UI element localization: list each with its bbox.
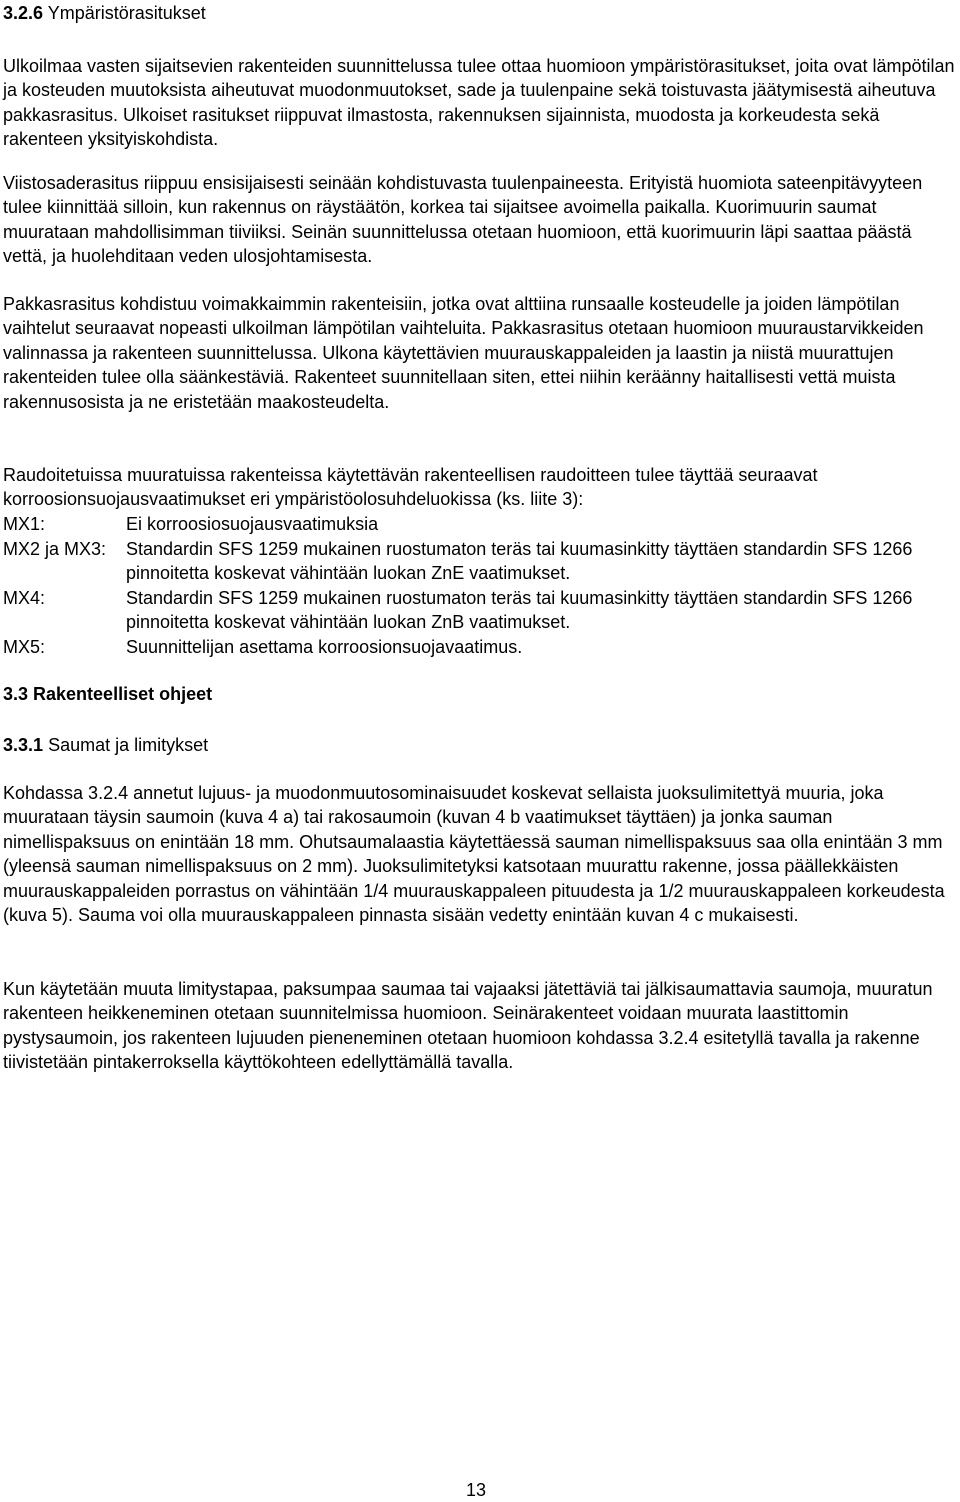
section-heading-3-3-1 xyxy=(3,733,208,757)
paragraph-reinforcement-corrosion: Raudoitetuissa muuratuissa rakenteissa käytettävän rakenteellisen raudoitteen tulee täyttää seuraavat korroosionsuojausvaatimukset eri ympäristöolosuhdeluokissa (ks. liite 3): xyxy=(3,465,818,510)
mx-class-row xyxy=(3,635,955,659)
section-heading-3-2-6 xyxy=(3,1,206,25)
mx-class-row xyxy=(3,586,955,635)
paragraph-joints-bonding: Kohdassa 3.2.4 annetut lujuus- ja muodonmuutosominaisuudet koskevat sellaista juoksulimitettyä muuria, joka muurataan täysin saumoin (kuva 4 a) tai rakosaumoin (kuvan 4 b vaatimukset täyttäen) ja jonka sauman nimellispaksuus on enintään 18 mm. Ohutsaumalaastia käytettäessä sauman nimellispaksuus saa olla enintään 3 mm (yleensä sauman nimellispaksuus on 2 mm). Juoksulimitetyksi katsotaan muurattu rakenne, jossa päällekkäisten muurauskappaleiden porrastus on vähintään 1/4 muurauskappaleen pituudesta ja 1/2 muurauskappaleen korkeudesta (kuva 5). Sauma voi olla muurauskappaleen pinnasta sisään vedetty enintään kuvan 4 c mukaisesti. xyxy=(3,783,945,926)
mx-class-text: Standardin SFS 1259 mukainen ruostumaton teräs tai kuumasinkitty täyttäen standardin SFS 1266 pinnoitetta koskevat vähintään luokan ZnE vaatimukset. xyxy=(126,539,913,584)
section-title: Ympäristörasitukset xyxy=(47,3,206,23)
subsection-number: 3.3.1 xyxy=(3,735,44,755)
mx-class-text: Suunnittelijan asettama korroosionsuojavaatimus. xyxy=(126,637,523,657)
mx-class-label: MX4: xyxy=(3,588,46,608)
mx-class-text: Ei korroosiosuojausvaatimuksia xyxy=(126,514,379,534)
paragraph-driving-rain: Viistosaderasitus riippuu ensisijaisesti seinään kohdistuvasta tuulenpaineesta. Erityistä huomiota sateenpitävyyteen tulee kiinnittää silloin, kun rakennus on räystäätön, korkea tai sijaitsee avoimella paikalla. Kuorimuurin saumat muurataan mahdollisimman tiiviiksi. Seinän suunnittelussa otetaan huomioon, että kuorimuurin läpi saattaa päästä vettä, ja huolehditaan veden ulosjohtamisesta. xyxy=(3,173,923,267)
mx-class-text: Standardin SFS 1259 mukainen ruostumaton teräs tai kuumasinkitty täyttäen standardin SFS 1266 pinnoitetta koskevat vähintään luokan ZnB vaatimukset. xyxy=(126,588,913,633)
paragraph-environmental-loads: Ulkoilmaa vasten sijaitsevien rakenteiden suunnittelussa tulee ottaa huomioon ympäristörasitukset, joita ovat lämpötilan ja kosteuden muutoksista aiheutuvat muodonmuutokset, sade ja tuulenpaine sekä toistuvasta jäätymisestä aiheutuva pakkasrasitus. Ulkoiset rasitukset riippuvat ilmastosta, rakennuksen sijainnista, muodosta ja korkeudesta sekä rakenteen yksityiskohdista. xyxy=(3,56,955,150)
page-number: 13 xyxy=(466,1480,487,1500)
mx-class-row xyxy=(3,512,955,536)
subsection-title: Saumat ja limitykset xyxy=(48,735,209,755)
section-number: 3.2.6 xyxy=(3,3,44,23)
mx-class-row xyxy=(3,537,955,586)
mx-class-label: MX5: xyxy=(3,637,46,657)
paragraph-frost-load: Pakkasrasitus kohdistuu voimakkaimmin rakenteisiin, jotka ovat alttiina runsaalle kosteudelle ja joiden lämpötilan vaihtelut seuraavat nopeasti ulkoilman lämpötilan vaihteluita. Pakkasrasitus otetaan huomioon muuraustarvikkeiden valinnassa ja rakenteen suunnittelussa. Ulkona käytettävien muurauskappaleiden ja laastin ja niistä muurattujen rakenteiden tulee olla säänkestäviä. Rakenteet suunnitellaan siten, ettei niihin keräänny haitallisesti vettä muista rakennusosista ja ne eristetään maakosteudelta. xyxy=(3,294,924,412)
mx-class-label: MX1: xyxy=(3,514,46,534)
mx-class-label: MX2 ja MX3: xyxy=(3,539,107,559)
paragraph-other-bonding: Kun käytetään muuta limitystapaa, paksumpaa saumaa tai vajaaksi jätettäviä tai jälkisaumattavia saumoja, muuratun rakenteen heikkeneminen otetaan suunnitelmissa huomioon. Seinärakenteet voidaan muurata laastittomin pystysaumoin, jos rakenteen lujuuden pieneneminen otetaan huomioon kohdassa 3.2.4 esitetyllä tavalla ja rakenne tiivistetään pintakerroksella käyttökohteen edellyttämällä tavalla. xyxy=(3,979,933,1073)
section-heading-3-3: 3.3 Rakenteelliset ohjeet xyxy=(3,684,213,704)
